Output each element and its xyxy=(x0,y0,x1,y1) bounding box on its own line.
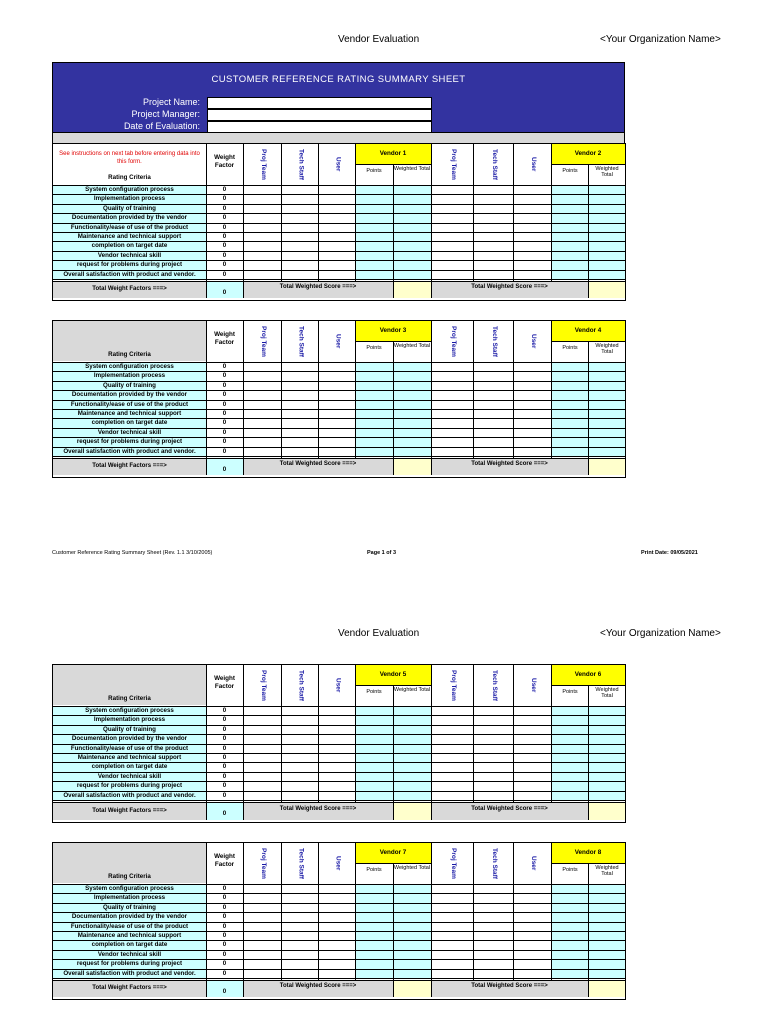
instructions-note: See instructions on next tab before entering data into this form. xyxy=(59,151,200,165)
grid-hline xyxy=(53,762,625,763)
weight-value[interactable]: 0 xyxy=(222,932,227,939)
criterion-label: System configuration process xyxy=(85,363,174,370)
criterion-label: Quality of training xyxy=(103,381,156,389)
grid-hline xyxy=(53,903,625,904)
grid-hline xyxy=(53,969,625,970)
criterion-label: Maintenance and technical support xyxy=(77,754,182,761)
weight-value[interactable]: 0 xyxy=(222,204,227,212)
grid-vline xyxy=(206,802,207,820)
grid-vline xyxy=(206,980,207,997)
grid-vline xyxy=(588,458,589,475)
column-header-c1: Proj Team xyxy=(450,847,457,879)
column-header-c2: Tech Staff xyxy=(297,669,305,701)
grid-hline xyxy=(53,381,625,382)
form-row-date xyxy=(53,121,624,132)
weight-value[interactable]: 0 xyxy=(222,419,227,427)
project-name-field[interactable] xyxy=(207,97,432,109)
criteria-header: Rating Criteria xyxy=(108,351,151,358)
grid-hline xyxy=(53,791,625,792)
vendor-header: Vendor 2 xyxy=(551,144,625,164)
grid-hline xyxy=(53,980,625,981)
criterion-label: Implementation process xyxy=(93,716,166,724)
grid-hline xyxy=(551,685,625,686)
criterion-label: Implementation process xyxy=(93,894,166,902)
criterion-label: completion on target date xyxy=(91,763,168,771)
criterion-label: Functionality/ease of use of the product xyxy=(70,744,189,752)
weight-value[interactable]: 0 xyxy=(222,744,227,752)
criteria-header: Rating Criteria xyxy=(108,873,151,880)
grid-hline xyxy=(53,213,625,214)
grid-hline xyxy=(53,978,625,979)
summary-title: CUSTOMER REFERENCE RATING SUMMARY SHEET xyxy=(211,74,466,85)
points-header: Points xyxy=(366,168,382,174)
criterion-label: Documentation provided by the vendor xyxy=(71,214,188,222)
weight-value[interactable]: 0 xyxy=(222,941,227,949)
column-header-c2: Tech Staff xyxy=(491,148,498,180)
weighted-total-header: Weighted Total xyxy=(595,865,619,877)
grid-hline xyxy=(53,223,625,224)
column-header-c2: Tech Staff xyxy=(491,669,498,701)
grid-hline xyxy=(53,241,625,242)
weight-value[interactable]: 0 xyxy=(222,195,227,203)
weight-value[interactable]: 0 xyxy=(222,428,227,436)
grid-hline xyxy=(53,281,625,282)
weight-value[interactable]: 0 xyxy=(222,186,227,193)
summary-strip xyxy=(53,132,624,143)
footer-revision: Customer Reference Rating Summary Sheet (Rev. 1.1 3/10/2005) xyxy=(52,550,213,556)
grid-hline xyxy=(53,922,625,923)
column-header-c1: Proj Team xyxy=(450,325,457,357)
weight-value[interactable]: 0 xyxy=(222,707,227,714)
weighted-total-header: Weighted Total xyxy=(595,687,619,699)
vendor-header: Vendor 3 xyxy=(355,321,431,341)
column-header-c3: User xyxy=(530,855,537,871)
column-header-c2: Tech Staff xyxy=(297,325,305,357)
criterion-label: Overall satisfaction with product and vendor. xyxy=(63,270,196,278)
points-header: Points xyxy=(366,689,382,695)
weighted-total-header: Weighted Total xyxy=(595,343,619,355)
weight-value[interactable]: 0 xyxy=(222,372,227,380)
total-weight-factors-label: Total Weight Factors ===> xyxy=(92,985,167,991)
weight-factor-header: Weight Factor xyxy=(214,331,235,346)
grid-vline xyxy=(588,281,589,298)
grid-vline xyxy=(393,458,394,475)
weight-value[interactable]: 0 xyxy=(222,214,227,222)
weight-value[interactable]: 0 xyxy=(222,969,227,977)
criterion-label: Functionality/ease of use of the product xyxy=(70,922,189,930)
grid-hline xyxy=(355,685,431,686)
grid-hline xyxy=(53,734,625,735)
column-header-c2: Tech Staff xyxy=(297,148,305,180)
criteria-header: Rating Criteria xyxy=(108,174,151,181)
criterion-label: Overall satisfaction with product and vendor. xyxy=(63,791,196,799)
grid-vline xyxy=(243,458,244,475)
column-header-c2: Tech Staff xyxy=(491,847,498,879)
vendor-a-total-score[interactable] xyxy=(393,281,431,298)
total-weight-factors-value: 0 xyxy=(206,980,243,997)
grid-hline xyxy=(53,781,625,782)
weighted-total-header: Weighted Total xyxy=(393,166,431,172)
weighted-total-header: Weighted Total xyxy=(595,166,619,178)
column-header-c3: User xyxy=(334,333,342,349)
weighted-total-header: Weighted Total xyxy=(393,687,431,693)
criterion-label: Functionality/ease of use of the product xyxy=(70,400,189,408)
total-weighted-score-label: Total Weighted Score ===> xyxy=(279,983,357,989)
form-label: Project Manager: xyxy=(131,109,200,119)
weight-value[interactable]: 0 xyxy=(222,791,227,799)
vendor-b-total-score[interactable] xyxy=(588,980,625,997)
summary-header xyxy=(52,62,625,144)
grid-hline xyxy=(53,800,625,801)
weight-factor-header: Weight Factor xyxy=(214,154,235,169)
criterion-label: Implementation process xyxy=(93,372,166,380)
column-header-c1: Proj Team xyxy=(260,847,267,879)
grid-vline xyxy=(431,281,432,298)
vendor-a-total-score[interactable] xyxy=(393,980,431,997)
grid-hline xyxy=(53,371,625,372)
criterion-label: Overall satisfaction with product and vendor. xyxy=(63,447,196,455)
vendor-b-total-score[interactable] xyxy=(588,802,625,820)
grid-hline xyxy=(53,458,625,459)
grid-vline xyxy=(393,281,394,298)
column-header-c3: User xyxy=(530,677,537,693)
vendor-a-total-score[interactable] xyxy=(393,802,431,820)
points-header: Points xyxy=(562,345,578,351)
grid-hline xyxy=(53,447,625,448)
weight-value[interactable]: 0 xyxy=(222,233,227,240)
weight-value[interactable]: 0 xyxy=(222,903,227,911)
grid-hline xyxy=(53,409,625,410)
weight-value[interactable]: 0 xyxy=(222,960,227,968)
vendor-a-total-score[interactable] xyxy=(393,458,431,475)
vendor-b-total-score[interactable] xyxy=(588,458,625,475)
criterion-label: Quality of training xyxy=(103,903,156,911)
grid-hline xyxy=(53,251,625,252)
grid-hline xyxy=(53,260,625,261)
form-row-project-manager xyxy=(53,109,624,120)
grid-hline xyxy=(53,725,625,726)
points-header: Points xyxy=(562,689,578,695)
criterion-label: System configuration process xyxy=(85,707,174,714)
criteria-header: Rating Criteria xyxy=(108,695,151,702)
weighted-total-header: Weighted Total xyxy=(393,343,431,349)
criterion-label: Vendor technical skill xyxy=(97,772,162,780)
total-weighted-score-label: Total Weighted Score ===> xyxy=(471,284,548,290)
grid-hline xyxy=(53,959,625,960)
grid-hline xyxy=(53,706,625,707)
grid-hline xyxy=(53,893,625,894)
total-weight-factors-label: Total Weight Factors ===> xyxy=(92,808,167,814)
weight-value[interactable]: 0 xyxy=(222,447,227,455)
criterion-label: completion on target date xyxy=(91,419,168,427)
grid-hline xyxy=(53,772,625,773)
grid-hline xyxy=(53,456,625,457)
weight-value[interactable]: 0 xyxy=(222,242,227,250)
grid-hline xyxy=(53,884,625,885)
weight-value[interactable]: 0 xyxy=(222,251,227,259)
points-header: Points xyxy=(366,345,382,351)
total-weighted-score-label: Total Weighted Score ===> xyxy=(279,461,357,467)
form-label: Date of Evaluation: xyxy=(123,121,200,131)
points-header: Points xyxy=(562,168,578,174)
rating-grid-vendors-3-4 xyxy=(52,320,626,478)
points-header: Points xyxy=(562,867,578,873)
weight-value[interactable]: 0 xyxy=(222,763,227,771)
weight-value[interactable]: 0 xyxy=(222,391,227,399)
footer-page: Page 1 of 3 xyxy=(367,550,397,556)
weight-value[interactable]: 0 xyxy=(222,950,227,958)
grid-hline xyxy=(53,279,625,280)
vendor-header: Vendor 6 xyxy=(551,665,625,685)
grid-hline xyxy=(53,185,625,186)
grid-hline xyxy=(53,362,625,363)
criterion-label: Vendor technical skill xyxy=(97,950,162,958)
criterion-label: Quality of training xyxy=(103,725,156,733)
criterion-label: Maintenance and technical support xyxy=(77,233,182,240)
column-header-c2: Tech Staff xyxy=(297,847,305,879)
weight-value[interactable]: 0 xyxy=(222,270,227,278)
grid-vline xyxy=(431,802,432,820)
grid-hline xyxy=(53,428,625,429)
column-header-c3: User xyxy=(334,677,342,693)
grid-hline xyxy=(53,232,625,233)
criterion-label: Vendor technical skill xyxy=(97,251,162,259)
grid-hline xyxy=(551,341,625,342)
rating-grid-vendors-7-8 xyxy=(52,842,626,1000)
grid-vline xyxy=(243,802,244,820)
grid-vline xyxy=(393,980,394,997)
vendor-b-total-score[interactable] xyxy=(588,281,625,298)
grid-hline xyxy=(53,940,625,941)
grid-hline xyxy=(53,418,625,419)
points-header: Points xyxy=(366,867,382,873)
column-header-c3: User xyxy=(334,855,342,871)
total-weight-factors-label: Total Weight Factors ===> xyxy=(92,463,167,469)
grid-hline xyxy=(53,270,625,271)
vendor-header: Vendor 8 xyxy=(551,843,625,863)
criterion-label: Maintenance and technical support xyxy=(77,932,182,939)
total-weight-factors-label: Total Weight Factors ===> xyxy=(92,286,167,292)
grid-hline xyxy=(355,341,431,342)
weight-value[interactable]: 0 xyxy=(222,400,227,408)
grid-hline xyxy=(53,744,625,745)
weight-value[interactable]: 0 xyxy=(222,381,227,389)
weight-value[interactable]: 0 xyxy=(222,922,227,930)
grid-hline xyxy=(53,931,625,932)
grid-hline xyxy=(53,950,625,951)
org-name: <Your Organization Name> xyxy=(600,628,721,639)
column-header-c1: Proj Team xyxy=(260,148,267,180)
criterion-label: System configuration process xyxy=(85,186,174,193)
grid-hline xyxy=(53,715,625,716)
weight-value[interactable]: 0 xyxy=(222,438,227,446)
weight-value[interactable]: 0 xyxy=(222,261,227,269)
grid-vline xyxy=(243,281,244,298)
weight-value[interactable]: 0 xyxy=(222,735,227,743)
total-weighted-score-label: Total Weighted Score ===> xyxy=(279,284,357,290)
column-header-c1: Proj Team xyxy=(260,325,267,357)
criterion-label: Implementation process xyxy=(93,195,166,203)
criterion-label: Documentation provided by the vendor xyxy=(71,735,188,743)
grid-vline xyxy=(588,802,589,820)
grid-vline xyxy=(206,458,207,475)
grid-hline xyxy=(53,437,625,438)
total-weight-factors-value: 0 xyxy=(206,802,243,820)
criterion-label: request for problems during project xyxy=(76,960,183,968)
grid-hline xyxy=(355,164,431,165)
weight-value[interactable]: 0 xyxy=(222,894,227,902)
grid-hline xyxy=(551,164,625,165)
criterion-label: request for problems during project xyxy=(76,261,183,269)
vendor-header: Vendor 1 xyxy=(355,144,431,164)
weight-value[interactable]: 0 xyxy=(222,772,227,780)
form-label: Project Name: xyxy=(142,97,200,107)
column-header-c3: User xyxy=(530,333,537,349)
rating-grid-vendors-1-2 xyxy=(52,143,626,301)
grid-hline xyxy=(355,863,431,864)
column-header-c1: Proj Team xyxy=(260,669,267,701)
column-header-c3: User xyxy=(530,156,537,172)
total-weight-factors-value: 0 xyxy=(206,458,243,475)
criterion-label: Documentation provided by the vendor xyxy=(71,391,188,399)
criterion-label: Maintenance and technical support xyxy=(77,410,182,417)
criterion-label: Vendor technical skill xyxy=(97,428,162,436)
grid-vline xyxy=(431,458,432,475)
column-header-c2: Tech Staff xyxy=(491,325,498,357)
grid-vline xyxy=(243,980,244,997)
column-header-c3: User xyxy=(334,156,342,172)
grid-hline xyxy=(53,802,625,803)
total-weighted-score-label: Total Weighted Score ===> xyxy=(471,806,548,812)
total-weight-factors-value: 0 xyxy=(206,281,243,298)
doc-title: Vendor Evaluation xyxy=(338,628,420,639)
vendor-header: Vendor 5 xyxy=(355,665,431,685)
column-header-c1: Proj Team xyxy=(450,148,457,180)
column-header-c1: Proj Team xyxy=(450,669,457,701)
criterion-label: Overall satisfaction with product and vendor. xyxy=(63,969,196,977)
criterion-label: completion on target date xyxy=(91,242,168,250)
total-weighted-score-label: Total Weighted Score ===> xyxy=(471,983,548,989)
vendor-header: Vendor 4 xyxy=(551,321,625,341)
weight-factor-header: Weight Factor xyxy=(214,675,235,690)
form-row-project-name xyxy=(53,97,624,108)
grid-hline xyxy=(53,753,625,754)
total-weighted-score-label: Total Weighted Score ===> xyxy=(471,461,548,467)
weight-value[interactable]: 0 xyxy=(222,410,227,417)
vendor-header: Vendor 7 xyxy=(355,843,431,863)
grid-hline xyxy=(53,912,625,913)
org-name: <Your Organization Name> xyxy=(600,34,721,45)
criterion-label: System configuration process xyxy=(85,885,174,892)
weight-value[interactable]: 0 xyxy=(222,716,227,724)
grid-vline xyxy=(588,980,589,997)
weight-value[interactable]: 0 xyxy=(222,363,227,370)
weight-value[interactable]: 0 xyxy=(222,754,227,761)
criterion-label: Quality of training xyxy=(103,204,156,212)
grid-hline xyxy=(53,400,625,401)
weight-value[interactable]: 0 xyxy=(222,913,227,921)
weight-value[interactable]: 0 xyxy=(222,223,227,231)
weighted-total-header: Weighted Total xyxy=(393,865,431,871)
weight-factor-header: Weight Factor xyxy=(214,853,235,868)
grid-hline xyxy=(53,390,625,391)
weight-value[interactable]: 0 xyxy=(222,782,227,790)
grid-hline xyxy=(551,863,625,864)
criterion-label: completion on target date xyxy=(91,941,168,949)
project-manager-field[interactable] xyxy=(207,109,432,121)
grid-vline xyxy=(431,980,432,997)
grid-vline xyxy=(206,281,207,298)
doc-title: Vendor Evaluation xyxy=(338,34,420,45)
criterion-label: request for problems during project xyxy=(76,782,183,790)
grid-vline xyxy=(393,802,394,820)
weight-value[interactable]: 0 xyxy=(222,885,227,892)
grid-hline xyxy=(53,194,625,195)
grid-hline xyxy=(53,204,625,205)
rating-grid-vendors-5-6 xyxy=(52,664,626,823)
criterion-label: request for problems during project xyxy=(76,438,183,446)
total-weighted-score-label: Total Weighted Score ===> xyxy=(279,806,357,812)
criterion-label: Functionality/ease of use of the product xyxy=(70,223,189,231)
footer-print-date: Print Date: 09/05/2021 xyxy=(641,550,698,556)
weight-value[interactable]: 0 xyxy=(222,725,227,733)
criterion-label: Documentation provided by the vendor xyxy=(71,913,188,921)
